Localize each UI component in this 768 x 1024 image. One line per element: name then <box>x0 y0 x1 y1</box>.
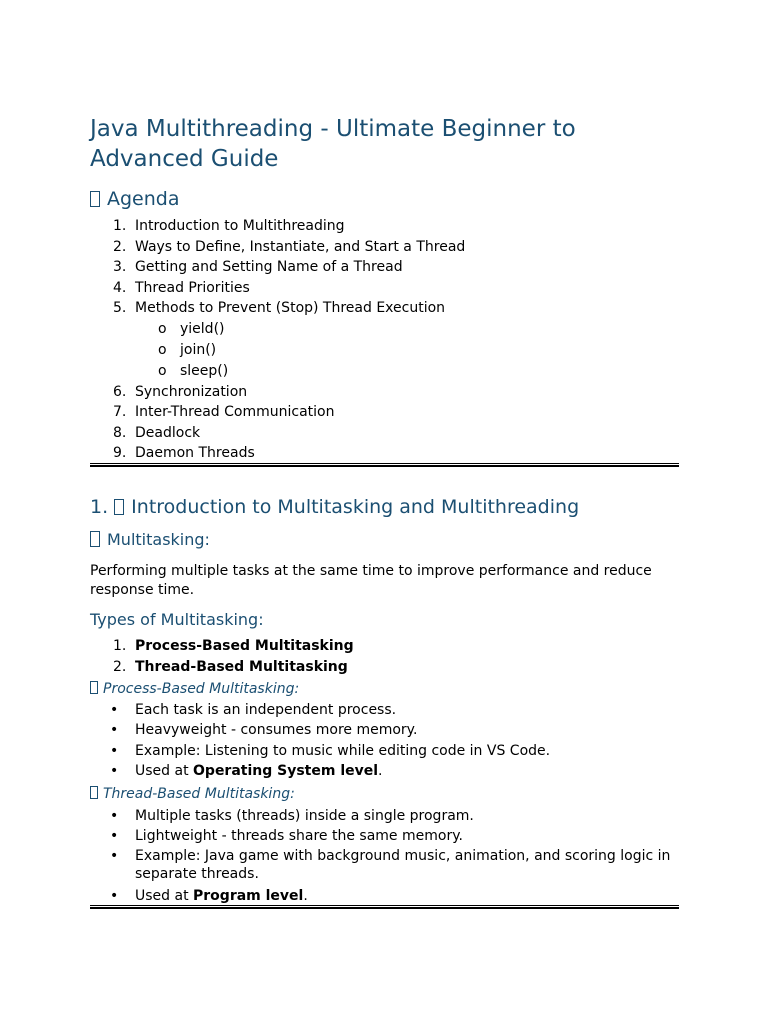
gear-icon <box>90 681 98 694</box>
bullet: • <box>110 762 119 779</box>
section1-heading <box>90 495 579 519</box>
process-based-heading-text: Process-Based Multitasking: <box>103 681 300 697</box>
list-item <box>90 402 679 423</box>
section-divider <box>90 905 679 909</box>
bullet: • <box>110 742 119 759</box>
list-number: 4. <box>113 279 127 296</box>
list-item-label: Inter-Thread Communication <box>135 404 335 420</box>
list-item-label: Deadlock <box>135 424 201 441</box>
list-item-label: Getting and Setting Name of a Thread <box>135 259 403 275</box>
bullet: • <box>110 808 119 824</box>
agenda-heading <box>90 187 180 211</box>
multitasking-heading-text: Multitasking: <box>107 530 210 549</box>
bullet: • <box>110 828 119 845</box>
clipboard-icon <box>90 191 100 207</box>
multitasking-description: Performing multiple tasks at the same time to improve performance and reduce response time. <box>90 563 652 598</box>
list-number: 2. <box>113 658 127 675</box>
bullet: • <box>110 722 119 739</box>
list-number: 5. <box>113 300 127 316</box>
bullet-item <box>90 806 679 826</box>
sub-bullet: o <box>158 320 167 337</box>
list-item <box>90 257 679 278</box>
bullet-text: Example: Listening to music while editing code in VS Code. <box>135 742 551 759</box>
bullet-text: Lightweight - threads share the same memory. <box>135 828 463 845</box>
list-item-label: Methods to Prevent (Stop) Thread Execution <box>135 300 446 316</box>
bullet-item <box>90 761 679 781</box>
document-title: Java Multithreading - Ultimate Beginner to Advanced Guide <box>90 116 576 172</box>
list-number: 7. <box>113 404 127 420</box>
agenda-sublist <box>135 319 679 382</box>
bullet-text: Each task is an independent process. <box>135 702 397 718</box>
thread-based-heading-text: Thread-Based Multitasking: <box>103 786 295 802</box>
bullet-text: Used at <box>135 887 194 904</box>
list-item-label: Thread-Based Multitasking <box>135 658 348 675</box>
list-item <box>90 443 679 464</box>
bullet-text: Example: Java game with background music, animation, and scoring logic in separate threads. <box>135 847 671 883</box>
pin-icon <box>90 531 100 547</box>
brain-icon <box>114 499 124 515</box>
list-item-label: Introduction to Multithreading <box>135 218 345 234</box>
bullet: • <box>110 702 119 718</box>
bullet-item <box>90 741 679 761</box>
bullet-item <box>90 826 679 846</box>
thread-based-heading <box>90 785 295 803</box>
list-item <box>90 216 679 237</box>
list-number: 3. <box>113 259 127 275</box>
bullet-text-bold: Program level <box>193 887 304 904</box>
bullet: • <box>110 887 119 904</box>
list-item-label: Thread Priorities <box>135 279 250 296</box>
list-item <box>90 298 679 382</box>
bullet-text: Multiple tasks (threads) inside a single program. <box>135 808 474 824</box>
section-divider <box>90 463 679 467</box>
list-number: 1. <box>113 218 127 234</box>
sublist-item-label: yield() <box>180 320 225 337</box>
bullet-text-suffix: . <box>378 762 383 779</box>
multitasking-heading <box>90 530 210 550</box>
bullet-text: Heavyweight - consumes more memory. <box>135 722 418 739</box>
types-heading: Types of Multitasking: <box>90 610 264 629</box>
bullet-text: Used at <box>135 762 194 779</box>
sublist-item <box>90 361 679 382</box>
bullet: • <box>110 847 119 864</box>
bullet-item <box>90 886 679 906</box>
section1-number: 1. <box>90 496 115 518</box>
process-based-heading <box>90 680 299 698</box>
list-number: 9. <box>113 445 127 461</box>
agenda-list <box>90 216 679 464</box>
sub-bullet: o <box>158 341 167 358</box>
types-list <box>90 636 679 677</box>
sub-bullet: o <box>158 362 167 379</box>
sublist-item-label: sleep() <box>180 362 229 379</box>
sublist-item <box>90 340 679 361</box>
process-based-list <box>90 700 679 781</box>
list-number: 2. <box>113 238 127 255</box>
list-item <box>90 237 679 258</box>
gear-icon <box>90 786 98 799</box>
list-item <box>90 278 679 299</box>
list-item-label: Process-Based Multitasking <box>135 638 354 654</box>
list-item-label: Daemon Threads <box>135 445 255 461</box>
list-item <box>90 423 679 444</box>
list-number: 1. <box>113 638 127 654</box>
list-item-label: Ways to Define, Instantiate, and Start a Thread <box>135 238 466 255</box>
bullet-item <box>90 700 679 720</box>
agenda-heading-text: Agenda <box>107 188 180 210</box>
list-item-label: Synchronization <box>135 383 248 400</box>
bullet-text-bold: Operating System level <box>193 762 379 779</box>
bullet-text-suffix: . <box>303 887 308 904</box>
list-number: 8. <box>113 424 127 441</box>
list-item <box>90 636 679 657</box>
section1-heading-text: Introduction to Multitasking and Multithreading <box>131 496 580 518</box>
list-item <box>90 382 679 403</box>
bullet-item <box>90 847 679 886</box>
thread-based-list <box>90 806 679 906</box>
sublist-item-label: join() <box>180 341 217 358</box>
bullet-item <box>90 720 679 740</box>
sublist-item <box>90 319 679 340</box>
list-item <box>90 657 679 678</box>
list-number: 6. <box>113 383 127 400</box>
